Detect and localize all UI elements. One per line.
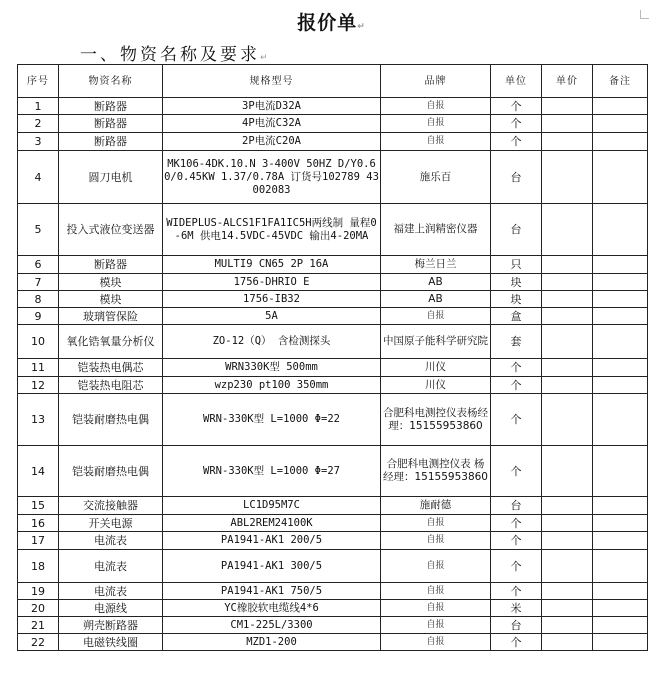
cell-spec: 3P电流D32A — [163, 98, 381, 115]
header-row — [18, 65, 648, 98]
table-row — [18, 617, 648, 634]
cell-brand: 合肥科电测控仪表 杨经理：15155953860 — [381, 446, 491, 497]
cell-price[interactable] — [542, 274, 593, 291]
cell-note[interactable] — [593, 394, 648, 446]
cell-brand: 自报 — [381, 634, 491, 651]
section-heading: 一、物资名称及要求↵ — [80, 45, 271, 65]
cell-unit: 台 — [491, 151, 542, 204]
col-header-brand: 品牌 — [381, 65, 491, 98]
cell-no: 1 — [18, 98, 59, 115]
cell-spec: WRN-330K型 L=1000 Φ=27 — [163, 446, 381, 497]
cell-price[interactable] — [542, 515, 593, 532]
col-header-no: 序号 — [18, 65, 59, 98]
col-header-name: 物资名称 — [59, 65, 163, 98]
table-row — [18, 151, 648, 204]
table-row — [18, 133, 648, 151]
cell-note[interactable] — [593, 617, 648, 634]
cell-price[interactable] — [542, 291, 593, 308]
cell-unit: 个 — [491, 133, 542, 151]
cell-brand: 自报 — [381, 308, 491, 325]
cell-note[interactable] — [593, 359, 648, 377]
cell-note[interactable] — [593, 151, 648, 204]
cell-brand: 自报 — [381, 98, 491, 115]
cell-no: 4 — [18, 151, 59, 204]
table-row — [18, 204, 648, 256]
cell-brand: 川仪 — [381, 359, 491, 377]
cell-brand: 合肥科电测控仪表杨经理：15155953860 — [381, 394, 491, 446]
col-header-unit: 单位 — [491, 65, 542, 98]
cell-price[interactable] — [542, 394, 593, 446]
cell-price[interactable] — [542, 550, 593, 583]
table-row — [18, 274, 648, 291]
cell-name: 模块 — [59, 291, 163, 308]
cell-spec: PA1941-AK1 300/5 — [163, 550, 381, 583]
cell-spec: PA1941-AK1 750/5 — [163, 583, 381, 600]
cell-no: 21 — [18, 617, 59, 634]
cell-name: 电流表 — [59, 583, 163, 600]
cell-brand: 自报 — [381, 617, 491, 634]
cell-no: 3 — [18, 133, 59, 151]
table-row — [18, 377, 648, 394]
cell-brand: 梅兰日兰 — [381, 256, 491, 274]
cell-name: 电流表 — [59, 532, 163, 550]
cell-unit: 只 — [491, 256, 542, 274]
cell-spec: ZO-12（Q） 含检测探头 — [163, 325, 381, 359]
cell-spec: wzp230 pt100 350mm — [163, 377, 381, 394]
cell-unit: 台 — [491, 204, 542, 256]
cell-no: 11 — [18, 359, 59, 377]
cell-price[interactable] — [542, 133, 593, 151]
cell-note[interactable] — [593, 600, 648, 617]
cell-no: 13 — [18, 394, 59, 446]
cell-brand: 自报 — [381, 532, 491, 550]
cell-name: 电源线 — [59, 600, 163, 617]
cell-spec: MULTI9 CN65 2P 16A — [163, 256, 381, 274]
cell-spec: WRN330K型 500mm — [163, 359, 381, 377]
cell-price[interactable] — [542, 325, 593, 359]
cell-note[interactable] — [593, 308, 648, 325]
cell-price[interactable] — [542, 497, 593, 515]
cell-no: 20 — [18, 600, 59, 617]
cell-no: 12 — [18, 377, 59, 394]
cell-name: 模块 — [59, 274, 163, 291]
cell-price[interactable] — [542, 359, 593, 377]
table-row — [18, 394, 648, 446]
cell-unit: 个 — [491, 515, 542, 532]
cell-spec: MZD1-200 — [163, 634, 381, 651]
cell-spec: 4P电流C32A — [163, 115, 381, 133]
cell-brand: 自报 — [381, 115, 491, 133]
cell-price[interactable] — [542, 446, 593, 497]
cell-note[interactable] — [593, 98, 648, 115]
cell-price[interactable] — [542, 600, 593, 617]
cell-price[interactable] — [542, 634, 593, 651]
cell-price[interactable] — [542, 98, 593, 115]
cell-unit: 块 — [491, 274, 542, 291]
cell-spec: WIDEPLUS-ALCS1F1FA1IC5H两线制 量程0-6M 供电14.5VDC-45VDC 输出4-20MA — [163, 204, 381, 256]
cell-name: 圆刀电机 — [59, 151, 163, 204]
cell-unit: 套 — [491, 325, 542, 359]
cell-brand: 自报 — [381, 550, 491, 583]
document-title: 报价单↵ — [297, 12, 366, 34]
cell-note[interactable] — [593, 204, 648, 256]
cell-note[interactable] — [593, 550, 648, 583]
cell-note[interactable] — [593, 532, 648, 550]
cell-note[interactable] — [593, 133, 648, 151]
cell-brand: 自报 — [381, 515, 491, 532]
cell-brand: AB — [381, 291, 491, 308]
table-row — [18, 359, 648, 377]
cell-price[interactable] — [542, 532, 593, 550]
table-row — [18, 515, 648, 532]
cell-no: 10 — [18, 325, 59, 359]
quotation-table — [17, 64, 648, 651]
paragraph-mark-icon: ↵ — [260, 53, 271, 63]
cell-unit: 盒 — [491, 308, 542, 325]
cell-spec: 1756-IB32 — [163, 291, 381, 308]
table-row — [18, 446, 648, 497]
table-row — [18, 308, 648, 325]
cell-unit: 个 — [491, 377, 542, 394]
cell-name: 断路器 — [59, 98, 163, 115]
cell-unit: 个 — [491, 583, 542, 600]
cell-unit: 个 — [491, 394, 542, 446]
col-header-note: 备注 — [593, 65, 648, 98]
cell-note[interactable] — [593, 377, 648, 394]
cell-note[interactable] — [593, 634, 648, 651]
cell-price[interactable] — [542, 377, 593, 394]
table-row — [18, 497, 648, 515]
cell-unit: 个 — [491, 634, 542, 651]
col-header-spec: 规格型号 — [163, 65, 381, 98]
cell-unit: 米 — [491, 600, 542, 617]
cell-name: 铠装耐磨热电偶 — [59, 394, 163, 446]
cell-unit: 个 — [491, 98, 542, 115]
cell-name: 断路器 — [59, 115, 163, 133]
cell-unit: 个 — [491, 446, 542, 497]
cell-no: 15 — [18, 497, 59, 515]
cell-no: 18 — [18, 550, 59, 583]
cell-name: 断路器 — [59, 256, 163, 274]
cell-unit: 台 — [491, 617, 542, 634]
cell-price[interactable] — [542, 308, 593, 325]
cell-name: 电流表 — [59, 550, 163, 583]
cell-no: 5 — [18, 204, 59, 256]
cell-no: 8 — [18, 291, 59, 308]
cell-unit: 块 — [491, 291, 542, 308]
table-row — [18, 256, 648, 274]
cell-spec: 1756-DHRIO E — [163, 274, 381, 291]
cell-note[interactable] — [593, 115, 648, 133]
col-header-price: 单价 — [542, 65, 593, 98]
cell-no: 22 — [18, 634, 59, 651]
cell-name: 铠装热电阻芯 — [59, 377, 163, 394]
cell-no: 2 — [18, 115, 59, 133]
cell-brand: 施乐百 — [381, 151, 491, 204]
cell-unit: 个 — [491, 550, 542, 583]
cell-no: 17 — [18, 532, 59, 550]
cell-name: 氧化锆氧量分析仪 — [59, 325, 163, 359]
cell-brand: AB — [381, 274, 491, 291]
cell-brand: 中国原子能科学研究院 — [381, 325, 491, 359]
cell-spec: PA1941-AK1 200/5 — [163, 532, 381, 550]
cell-note[interactable] — [593, 274, 648, 291]
paragraph-mark-icon: ↵ — [357, 22, 366, 32]
cell-name: 断路器 — [59, 133, 163, 151]
cell-price[interactable] — [542, 617, 593, 634]
table-row — [18, 532, 648, 550]
cell-spec: 5A — [163, 308, 381, 325]
cell-brand: 施耐德 — [381, 497, 491, 515]
cell-unit: 个 — [491, 532, 542, 550]
cell-name: 交流接触器 — [59, 497, 163, 515]
cell-note[interactable] — [593, 325, 648, 359]
table-row — [18, 600, 648, 617]
cell-name: 电磁铁线圈 — [59, 634, 163, 651]
cell-name: 玻璃管保险 — [59, 308, 163, 325]
cell-price[interactable] — [542, 151, 593, 204]
cell-no: 19 — [18, 583, 59, 600]
table-row — [18, 115, 648, 133]
cell-spec: 2P电流C20A — [163, 133, 381, 151]
cell-spec: YC橡胶软电缆线4*6 — [163, 600, 381, 617]
cell-note[interactable] — [593, 497, 648, 515]
cell-note[interactable] — [593, 446, 648, 497]
cell-note[interactable] — [593, 291, 648, 308]
table-row — [18, 634, 648, 651]
cell-spec: ABL2REM24100K — [163, 515, 381, 532]
cell-no: 16 — [18, 515, 59, 532]
cell-brand: 福建上润精密仪器 — [381, 204, 491, 256]
cell-price[interactable] — [542, 256, 593, 274]
cell-no: 14 — [18, 446, 59, 497]
table-row — [18, 550, 648, 583]
cell-brand: 自报 — [381, 583, 491, 600]
cell-unit: 个 — [491, 115, 542, 133]
cell-no: 6 — [18, 256, 59, 274]
cell-name: 朔壳断路器 — [59, 617, 163, 634]
cell-note[interactable] — [593, 515, 648, 532]
cell-price[interactable] — [542, 583, 593, 600]
cell-name: 铠装耐磨热电偶 — [59, 446, 163, 497]
table-row — [18, 291, 648, 308]
cell-unit: 台 — [491, 497, 542, 515]
cell-note[interactable] — [593, 256, 648, 274]
cell-brand: 自报 — [381, 600, 491, 617]
cell-name: 投入式液位变送器 — [59, 204, 163, 256]
table-row — [18, 583, 648, 600]
cell-unit: 个 — [491, 359, 542, 377]
cell-note[interactable] — [593, 583, 648, 600]
cell-price[interactable] — [542, 115, 593, 133]
cell-spec: CM1-225L/3300 — [163, 617, 381, 634]
cell-no: 7 — [18, 274, 59, 291]
cell-name: 铠装热电偶芯 — [59, 359, 163, 377]
cell-spec: LC1D95M7C — [163, 497, 381, 515]
table-row — [18, 325, 648, 359]
cell-brand: 川仪 — [381, 377, 491, 394]
cell-price[interactable] — [542, 204, 593, 256]
cell-name: 开关电源 — [59, 515, 163, 532]
cell-spec: MK106-4DK.10.N 3-400V 50HZ D/Y0.60/0.45KW 1.37/0.78A 订货号102789 43002083 — [163, 151, 381, 204]
cell-brand: 自报 — [381, 133, 491, 151]
table-row — [18, 98, 648, 115]
cell-spec: WRN-330K型 L=1000 Φ=22 — [163, 394, 381, 446]
cell-no: 9 — [18, 308, 59, 325]
